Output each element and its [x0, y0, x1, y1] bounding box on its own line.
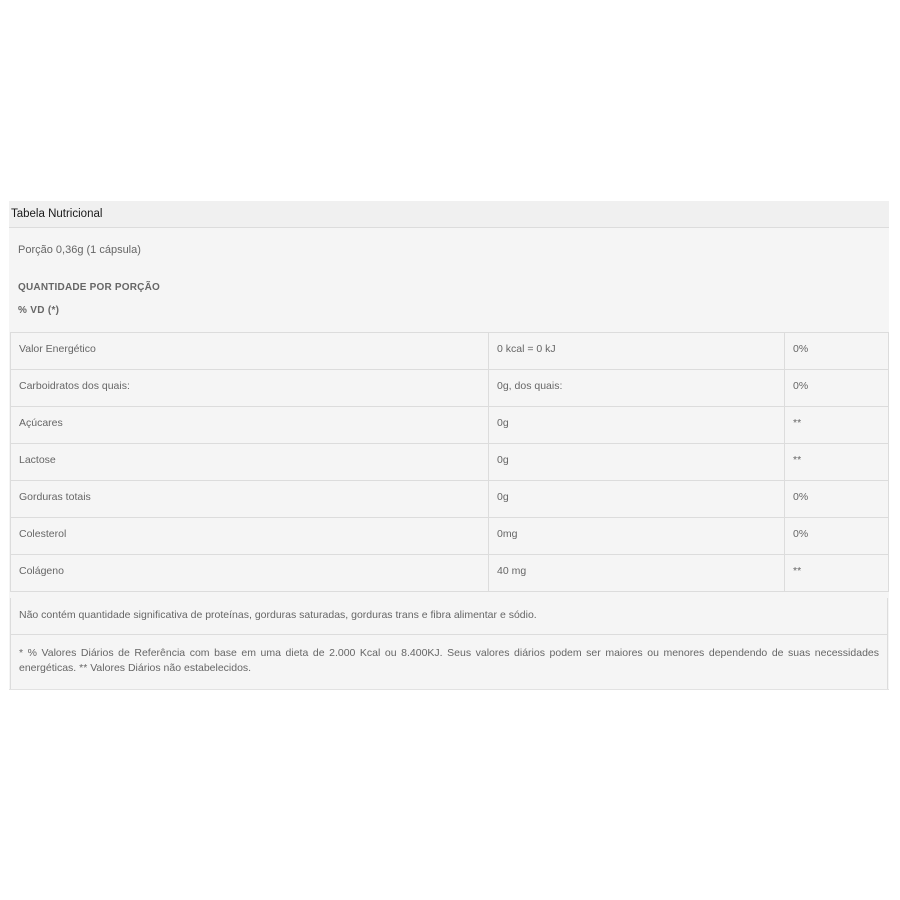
nutrition-table — [10, 332, 889, 592]
daily-value-cell-text: 0% — [793, 491, 809, 503]
amount-cell — [489, 370, 785, 407]
nutrient-cell-text: Carboidratos dos quais: — [19, 380, 130, 392]
note-text: Não contém quantidade significativa de proteínas, gorduras saturadas, gorduras trans e fibra alimentar e sódio. — [10, 598, 888, 635]
table-row — [11, 518, 889, 555]
daily-value-cell — [785, 444, 889, 481]
nutrient-cell-text: Lactose — [19, 454, 56, 466]
amount-cell — [489, 333, 785, 370]
nutrient-cell-text: Colágeno — [19, 565, 64, 577]
nutrient-cell — [11, 518, 489, 555]
amount-cell — [489, 555, 785, 592]
daily-value-cell — [785, 481, 889, 518]
nutrient-cell — [11, 370, 489, 407]
daily-value-cell-text: 0% — [793, 528, 809, 540]
daily-value-cell-text: ** — [793, 454, 802, 466]
daily-value-cell — [785, 370, 889, 407]
quantity-per-portion-header: QUANTIDADE POR PORÇÃO — [18, 282, 160, 293]
nutrient-cell — [11, 333, 489, 370]
portion-size: Porção 0,36g (1 cápsula) — [18, 244, 141, 256]
amount-cell — [489, 444, 785, 481]
nutrient-cell-text: Gorduras totais — [19, 491, 91, 503]
nutrition-panel — [9, 201, 889, 690]
table-row — [11, 444, 889, 481]
daily-value-cell-text: 0% — [793, 343, 809, 355]
daily-value-cell — [785, 407, 889, 444]
amount-cell-text: 0 kcal = 0 kJ — [497, 343, 556, 355]
amount-cell-text: 0g — [497, 417, 509, 429]
daily-value-cell — [785, 555, 889, 592]
nutrient-cell-text: Valor Energético — [19, 343, 96, 355]
amount-cell — [489, 518, 785, 555]
daily-value-cell — [785, 333, 889, 370]
amount-cell-text: 40 mg — [497, 565, 527, 577]
nutrient-cell-text: Açúcares — [19, 417, 63, 429]
footnote-text: * % Valores Diários de Referência com base em uma dieta de 2.000 Kcal ou 8.400KJ. Seus valores diários podem ser maiores ou menores dependendo de suas necessidades energéticas. ** Valores Diários não estabelecidos. — [10, 635, 888, 689]
daily-value-cell-text: ** — [793, 417, 802, 429]
amount-cell-text: 0g — [497, 454, 509, 466]
table-row — [11, 333, 889, 370]
panel-title: Tabela Nutricional — [9, 201, 889, 228]
table-row — [11, 555, 889, 592]
daily-value-header: % VD (*) — [18, 305, 60, 316]
table-row — [11, 370, 889, 407]
nutrient-cell-text: Colesterol — [19, 528, 67, 540]
daily-value-cell-text: ** — [793, 565, 802, 577]
amount-cell-text: 0g — [497, 491, 509, 503]
nutrient-cell — [11, 407, 489, 444]
table-row — [11, 407, 889, 444]
nutrient-cell — [11, 481, 489, 518]
daily-value-cell-text: 0% — [793, 380, 809, 392]
daily-value-cell — [785, 518, 889, 555]
amount-cell-text: 0g, dos quais: — [497, 380, 563, 392]
amount-cell — [489, 407, 785, 444]
nutrient-cell — [11, 555, 489, 592]
amount-cell-text: 0mg — [497, 528, 518, 540]
nutrient-cell — [11, 444, 489, 481]
amount-cell — [489, 481, 785, 518]
table-row — [11, 481, 889, 518]
